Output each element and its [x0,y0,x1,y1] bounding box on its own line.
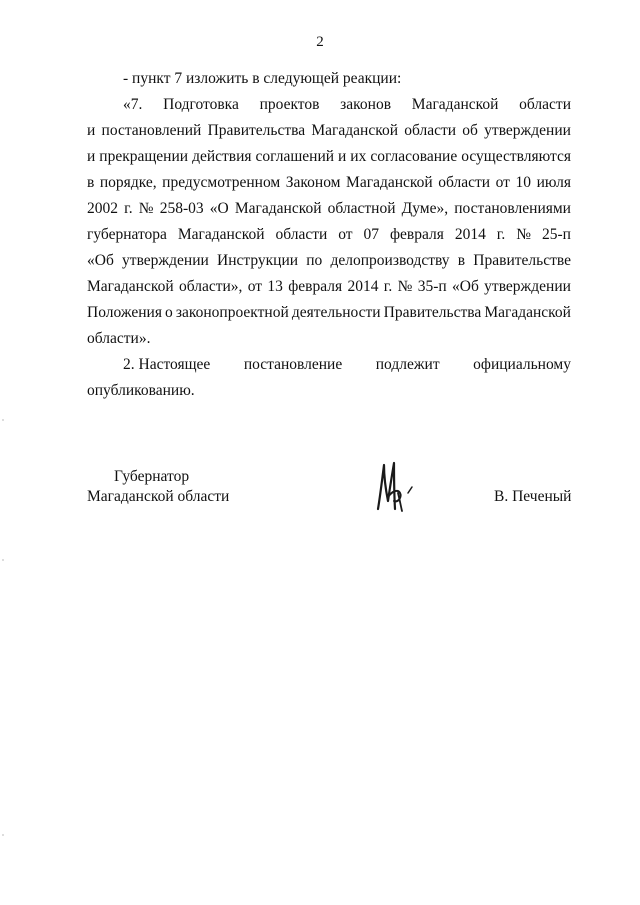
word: «О [209,200,229,217]
word: утверждении [122,252,209,269]
word: и [338,148,347,165]
word: об [462,122,478,139]
quote-line [87,144,571,170]
word: их [350,148,367,165]
word: «Об [452,278,479,295]
word: предусмотренном [162,174,281,191]
word: «Об [87,252,114,269]
word: 2. Настоящее [123,356,211,373]
word: февраля [288,278,343,295]
quote-line [87,222,571,248]
word: и [87,122,96,139]
word: г. [496,226,506,243]
word: Магаданской [484,304,571,321]
quote-last-line: области». [87,330,151,347]
quote-line [87,248,571,274]
word: 10 [515,174,532,191]
word: действия [192,148,252,165]
word: г. [124,200,133,217]
handwritten-signature [364,457,424,517]
word: соглашений [255,148,335,165]
item-intro-line: - пункт 7 изложить в следующей реакции: [123,70,402,87]
quote-line [87,170,571,196]
word: Магаданской [234,200,322,217]
word: «7. [123,96,143,113]
word: Магаданской [177,226,265,243]
word: г. [383,278,393,295]
word: 2014 [347,278,379,295]
word: 25-п [541,226,571,243]
word: Думе», [401,200,449,217]
word: февраля [390,226,444,243]
scan-margin-marks [0,0,8,905]
word: согласование [370,148,458,165]
word: Подготовка [163,96,239,113]
word: области [275,226,328,243]
word: от [338,226,353,243]
quote-line [87,274,571,300]
word: области [404,122,457,139]
word: от [495,174,510,191]
word: 13 [267,278,283,295]
word: 07 [363,226,380,243]
word: 2002 [87,200,118,217]
signatory-name: В. Печеный [494,488,572,505]
word: и [87,148,96,165]
word: Правительства [207,122,306,139]
word: утверждении [484,122,571,139]
word: осуществляются [461,148,571,165]
word: порядке, [99,174,157,191]
page-number: 2 [316,34,324,50]
word: № [397,278,413,295]
quote-line [87,92,571,118]
quote-line [87,118,571,144]
word: Правительстве [473,252,571,269]
word: Правительства [383,304,482,321]
word: в [87,174,95,191]
word: 2014 [454,226,486,243]
word: 258-03 [159,200,204,217]
word: от [247,278,263,295]
quoted-paragraph [87,92,571,326]
word: постановлениями [454,200,571,217]
word: законопроектной [175,304,289,321]
word: губернатора [87,226,167,243]
word: проектов [259,96,320,113]
word: Положения [87,304,162,321]
word: № [138,200,154,217]
word: области [438,174,491,191]
word: 35-п [417,278,447,295]
word: № [516,226,532,243]
word: Магаданской [346,174,433,191]
word: в [457,252,466,269]
word: прекращении [99,148,189,165]
word: областной [327,200,396,217]
word: области», [178,278,243,295]
word: Магаданской [411,96,499,113]
signatory-title [87,467,229,507]
quote-line [87,300,571,326]
word: постановлений [101,122,202,139]
word: постановление [243,356,343,373]
item-2-first-line [87,352,571,378]
word: подлежит [375,356,440,373]
signatory-title-line-2: Магаданской области [87,488,230,505]
document-body [87,66,571,404]
word: по [306,252,323,269]
word: июля [536,174,571,191]
word: Инструкции [217,252,299,269]
word: официальному [473,356,571,373]
word: делопроизводству [330,252,450,269]
quote-line [87,196,571,222]
word: области [519,96,571,113]
word: о [165,304,173,321]
signatory-title-line-1: Губернатор [114,468,190,485]
word: утверждении [484,278,571,295]
word: Магаданской [311,122,398,139]
word: Законом [285,174,341,191]
word: законов [340,96,392,113]
word: Магаданской [87,278,174,295]
item-2-last-line: опубликованию. [87,382,195,399]
word: деятельности [291,304,381,321]
